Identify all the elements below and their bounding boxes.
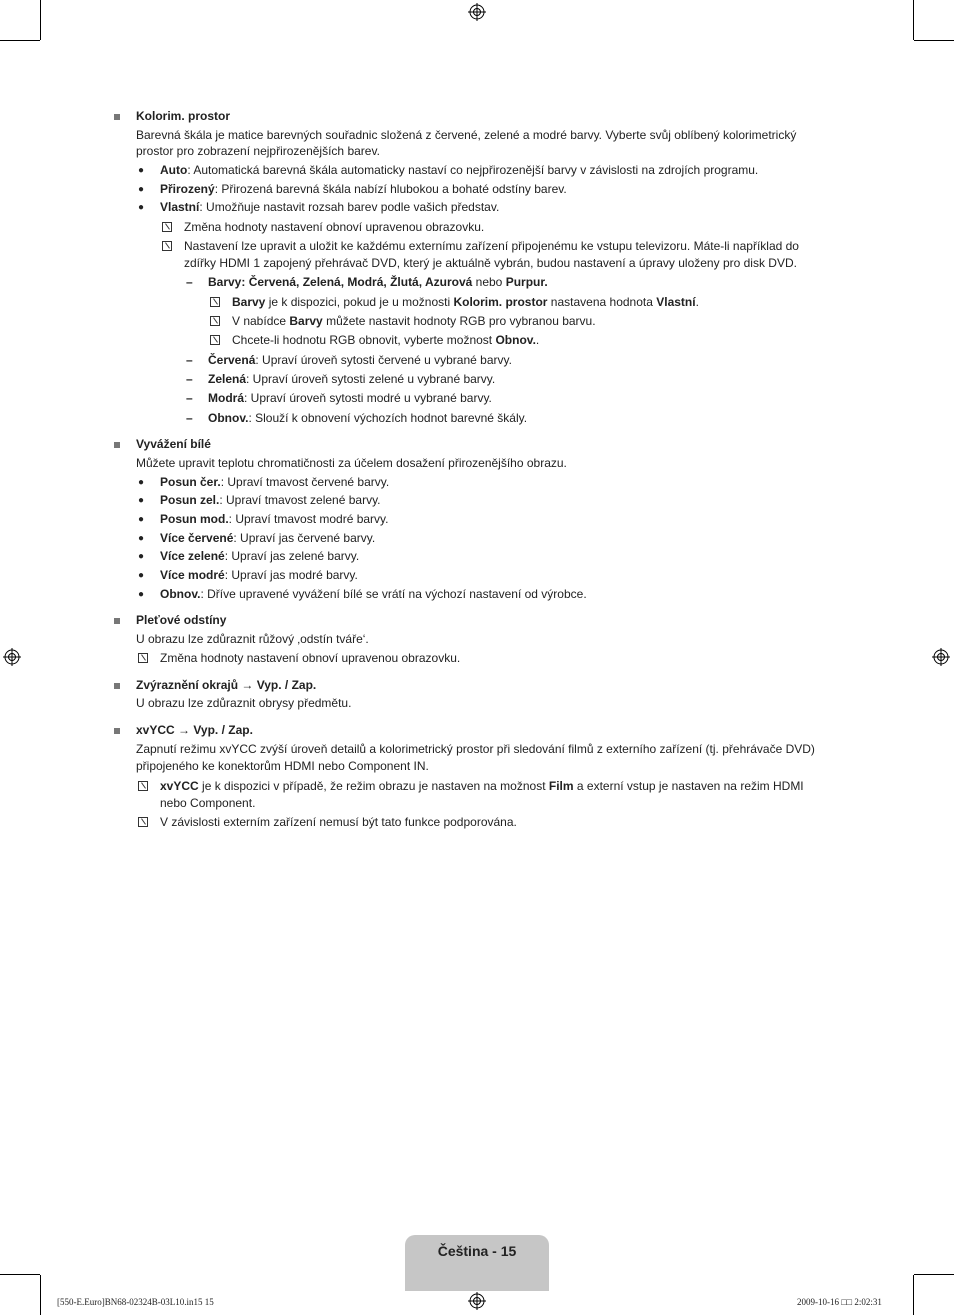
note-text: Změna hodnoty nastavení obnoví upravenou obrazovku. [160,651,461,665]
dash-bullet: – [186,411,193,425]
list-item: Obnov.: Dříve upravené vyvážení bílé se vrátí na výchozí nastavení od výrobce. [160,587,587,601]
note-icon [138,817,148,827]
paragraph: Barevná škála je matice barevných souřadnic složená z červené, zelené a modré barvy. Vyberte svůj oblíbený kolorimetrický [136,128,797,142]
list-item: Posun mod.: Upraví tmavost modré barvy. [160,512,389,526]
bullet-icon: ● [138,202,145,213]
list-item: Červená: Upraví úroveň sytosti červené u vybrané barvy. [208,353,512,367]
section-heading: Zvýraznění okrajů → Vyp. / Zap. [136,678,317,692]
list-item: Zelená: Upraví úroveň sytosti zelené u vybrané barvy. [208,372,496,386]
list-item: Auto: Automatická barevná škála automaticky nastaví co nejpřirozenější barvy v závislosti na zdrojích programu. [160,163,759,177]
square-bullet-icon [114,442,120,448]
list-item: Modrá: Upraví úroveň sytosti modré u vybrané barvy. [208,391,492,405]
note-text: Barvy je k dispozici, pokud je u možnosti Kolorim. prostor nastavena hodnota Vlastní. [232,295,699,309]
note-text: V nabídce Barvy můžete nastavit hodnoty RGB pro vybranou barvu. [232,314,596,328]
list-item: Vlastní: Umožňuje nastavit rozsah barev podle vašich představ. [160,200,500,214]
page-number: Čeština - 15 [437,1243,517,1259]
square-bullet-icon [114,683,120,689]
print-info-left: [550-E.Euro]BN68-02324B-03L10.in15 15 [57,1297,214,1307]
paragraph: U obrazu lze zdůraznit růžový ‚odstín tváře‘. [136,632,369,646]
list-item: Přirozený: Přirozená barevná škála nabízí hlubokou a bohaté odstíny barev. [160,182,567,196]
note-icon [162,222,172,232]
note-icon [162,241,172,251]
note-text: V závislosti externím zařízení nemusí být tato funkce podporována. [160,815,517,829]
paragraph: U obrazu lze zdůraznit obrysy předmětu. [136,696,352,710]
crop-mark [40,1275,41,1315]
crop-mark [913,1275,914,1315]
bullet-icon: ● [138,533,145,544]
list-item: Posun zel.: Upraví tmavost zelené barvy. [160,493,381,507]
bullet-icon: ● [138,551,145,562]
note-text: nebo Component. [160,796,256,810]
bullet-icon: ● [138,514,145,525]
square-bullet-icon [114,728,120,734]
bullet-icon: ● [138,589,145,600]
bullet-icon: ● [138,495,145,506]
bullet-icon: ● [138,570,145,581]
section-heading: Kolorim. prostor [136,109,231,123]
note-icon [210,316,220,326]
registration-mark-icon [468,3,486,21]
paragraph: prostor pro zobrazení nejpřirozenějších barev. [136,144,380,158]
list-item: Posun čer.: Upraví tmavost červené barvy. [160,475,390,489]
list-item: Barvy: Červená, Zelená, Modrá, Žlutá, Azurová nebo Purpur. [208,275,548,289]
list-item: Více zelené: Upraví jas zelené barvy. [160,549,360,563]
registration-mark-icon [3,648,21,666]
list-item: Více červené: Upraví jas červené barvy. [160,531,376,545]
paragraph: připojeného ke konektorům HDMI nebo Component IN. [136,759,429,773]
bullet-icon: ● [138,165,145,176]
note-icon [138,653,148,663]
list-item: Více modré: Upraví jas modré barvy. [160,568,358,582]
bullet-icon: ● [138,184,145,195]
crop-mark [913,0,914,40]
crop-mark [914,40,954,41]
section-heading: Vyvážení bílé [136,437,211,451]
note-text: Změna hodnoty nastavení obnoví upravenou obrazovku. [184,220,485,234]
print-info-right: 2009-10-16 □□ 2:02:31 [797,1297,882,1307]
square-bullet-icon [114,618,120,624]
square-bullet-icon [114,114,120,120]
note-text: zdířky HDMI 1 zapojený přehrávač DVD, který je aktuálně vybrán, budou nastavení a úpravy uloženy pro disk DVD. [184,256,797,270]
registration-mark-icon [932,648,950,666]
dash-bullet: – [186,372,193,386]
registration-mark-icon [468,1292,486,1310]
paragraph: Můžete upravit teplotu chromatičnosti za účelem dosažení přirozenějšího obrazu. [136,456,567,470]
list-item: Obnov.: Slouží k obnovení výchozích hodnot barevné škály. [208,411,528,425]
crop-mark [40,0,41,40]
crop-mark [0,40,40,41]
dash-bullet: – [186,391,193,405]
note-text: xvYCC je k dispozici v případě, že režim obrazu je nastaven na možnost Film a externí vstup je nastaven na režim HDMI [160,779,804,793]
section-heading: Pleťové odstíny [136,613,227,627]
note-icon [210,297,220,307]
note-text: Chcete-li hodnotu RGB obnovit, vyberte možnost Obnov.. [232,333,540,347]
paragraph: Zapnutí režimu xvYCC zvýší úroveň detailů a kolorimetrický prostor při sledování filmů z externího zařízení (tj. přehrávače DVD) [136,742,815,756]
note-text: Nastavení lze upravit a uložit ke každému externímu zařízení připojenému ke vstupu televizoru. Máte-li například do [184,239,799,253]
crop-mark [0,1274,40,1275]
crop-mark [914,1274,954,1275]
dash-bullet: – [186,275,193,289]
note-icon [210,335,220,345]
section-heading: xvYCC → Vyp. / Zap. [136,723,253,737]
bullet-icon: ● [138,477,145,488]
dash-bullet: – [186,353,193,367]
note-icon [138,781,148,791]
